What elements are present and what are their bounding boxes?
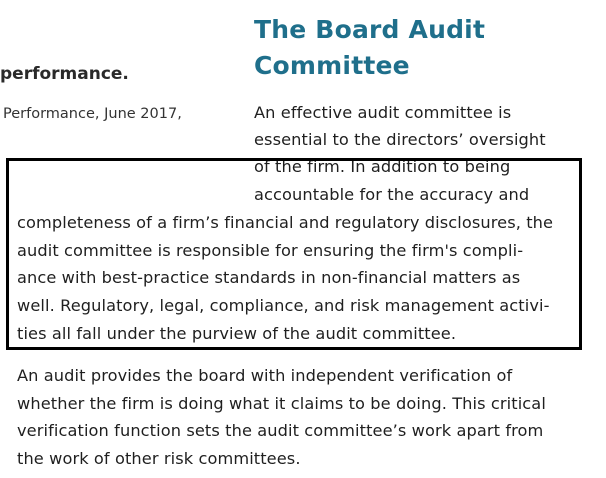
left-citation-fragment: Performance, June 2017, [3,106,182,122]
paragraph-line: the work of other risk committees. [17,449,301,468]
paragraph-line: An effective audit committee is [254,103,512,122]
paragraph-line: ance with best-practice standards in non-financial matters as [17,268,521,287]
paragraph-line: essential to the directors’ oversight [254,130,546,149]
paragraph-line: An audit provides the board with independent verification of [17,366,513,385]
section-title-line-2: Committee [254,51,410,80]
paragraph-line: whether the firm is doing what it claims to be doing. This critical [17,394,546,413]
paragraph-line: ties all fall under the purview of the audit committee. [17,324,457,343]
paragraph-line: audit committee is responsible for ensuring the firm's compli- [17,241,524,260]
paragraph-line: verification function sets the audit committee’s work apart from [17,421,544,440]
paragraph-line: completeness of a firm’s financial and regulatory disclosures, the [17,213,554,232]
left-heading-fragment: performance. [0,64,129,84]
paragraph-line: well. Regulatory, legal, compliance, and risk management activi- [17,296,550,315]
highlight-box [6,158,582,350]
paragraph-line: of the firm. In addition to being [254,157,511,176]
section-title-line-1: The Board Audit [254,15,486,44]
paragraph-line: accountable for the accuracy and [254,185,530,204]
